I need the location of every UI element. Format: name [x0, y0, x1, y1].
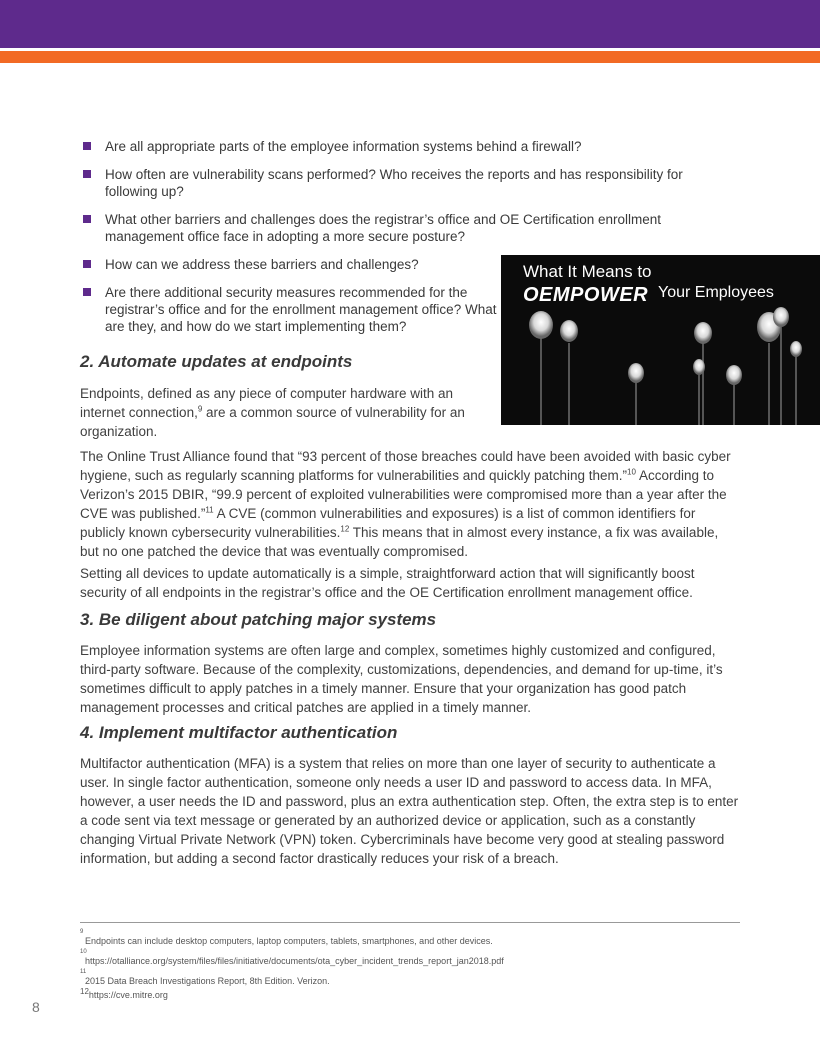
square-bullet-icon — [83, 142, 91, 150]
image-caption-line2: Your Employees — [658, 284, 774, 301]
paragraph: Employee information systems are often large and complex, sometimes highly customized and configured, third-party software. Because of the complexity, customizations, dependencies, and demand for up-time, it’s sometimes difficult to apply patches in a timely manner. Ensure that your organization has good patch management processes and critical patches are applied in a timely manner. — [80, 643, 723, 715]
square-bullet-icon — [83, 215, 91, 223]
list-item: Are there additional security measures recommended for the registrar’s office and for the enrollment management office? What are they, and how do we start implementing them? — [80, 284, 497, 335]
square-bullet-icon — [83, 170, 91, 178]
paragraph: Endpoints, defined as any piece of computer hardware with an internet connection,$^9$ are a common source of vulnerability for an organization. — [80, 386, 465, 439]
brand-logo-text: OEMPOWER — [523, 284, 649, 306]
light-bulbs-image — [501, 255, 820, 425]
page-number: 8 — [32, 999, 40, 1015]
list-item: Are all appropriate parts of the employee information systems behind a firewall? — [80, 138, 730, 155]
list-item: What other barriers and challenges does the registrar’s office and OE Certification enrollment management office face in adopting a more secure posture? — [80, 211, 730, 245]
list-item: How often are vulnerability scans performed? Who receives the reports and has responsibility for following up? — [80, 166, 730, 200]
footnote-number: 9 — [80, 929, 84, 935]
section-heading: 2. Automate updates at endpoints — [80, 352, 353, 371]
section-heading: 3. Be diligent about patching major systems — [80, 610, 437, 629]
image-caption-line1: What It Means to — [523, 262, 652, 281]
footnote: Endpoints can include desktop computers, laptop computers, tablets, smartphones, and other devices. — [85, 936, 493, 946]
list-item: How can we address these barriers and challenges? — [80, 256, 497, 273]
footnote-number: 10 — [80, 949, 87, 955]
section-heading: 4. Implement multifactor authentication — [80, 723, 398, 742]
footnote-divider — [80, 922, 740, 923]
footnote-number: 11 — [80, 969, 87, 975]
paragraph: Multifactor authentication (MFA) is a system that relies on more than one layer of security to authenticate a user. In single factor authentication, someone only needs a user ID and password to access data. In MFA, however, a user needs the ID and password, plus an extra authentication step. Often, the extra step is to enter a code sent via text message or generated by an authorized device or application, such as a constantly changing Virtual Private Network (VPN) token. Cybercriminals have become very good at stealing password information, but adding a second factor drastically reduces your risk of a breach. — [80, 756, 739, 866]
paragraph: Setting all devices to update automatically is a simple, straightforward action that will significantly boost security of all endpoints in the registrar’s office and the OE Certification enrollment management office. — [80, 566, 695, 600]
header-orange-stripe — [0, 51, 820, 63]
square-bullet-icon — [83, 288, 91, 296]
footnote: 2015 Data Breach Investigations Report, 8th Edition. Verizon. — [85, 976, 330, 986]
square-bullet-icon — [83, 260, 91, 268]
footnote: 12https://cve.mitre.org — [80, 987, 168, 1000]
footnote: https://otalliance.org/system/files/files/initiative/documents/ota_cyber_incident_trends_report_jan2018.pdf — [85, 956, 504, 966]
paragraph: The Online Trust Alliance found that “93 percent of those breaches could have been avoided with basic cyber hygiene, such as regularly scanning platforms for vulnerabilities and quickly patching them.”$^{10}$ According to Verizon’s 2015 DBIR, “99.9 percent of exploited vulnerabilities were compromised more than a year after the CVE was published.”$^{11}$ A CVE (common vulnerabilities and exposures) is a list of common identifiers for publicly known cybersecurity vulnerabilities.$^{12}$ This means that in almost every instance, a fix was available, but no one patched the device that was eventually compromised. — [80, 449, 731, 559]
header-purple-bar — [0, 0, 820, 48]
